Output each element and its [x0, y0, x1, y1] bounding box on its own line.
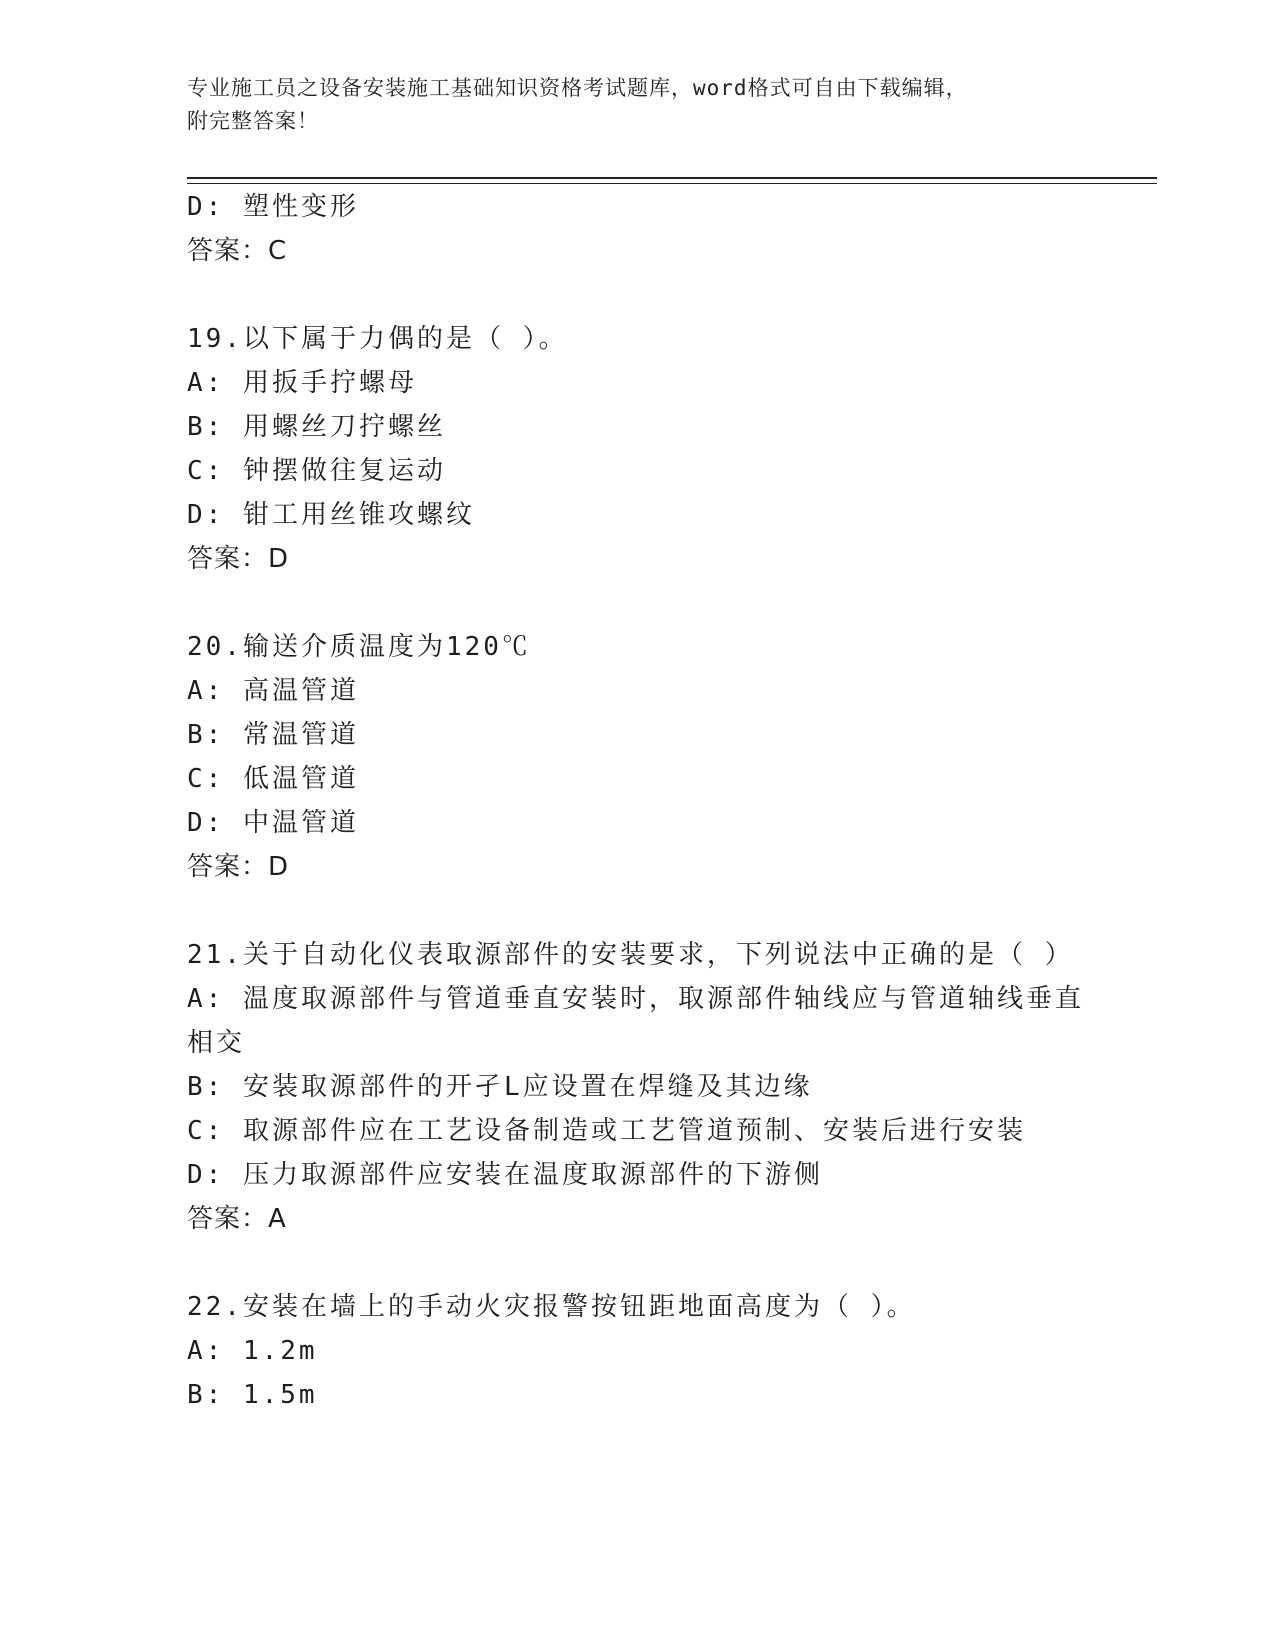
q21-option-c: C: 取源部件应在工艺设备制造或工艺管道预制、安装后进行安装 — [187, 1116, 1026, 1146]
q19-option-a: A: 用扳手拧螺母 — [187, 368, 417, 398]
q22-option-a: A: 1.2m — [187, 1336, 318, 1366]
q18-answer: 答案：C — [187, 236, 288, 266]
header-divider-thick — [187, 177, 1157, 179]
q21-answer: 答案：A — [187, 1204, 287, 1234]
q20-option-b: B: 常温管道 — [187, 720, 359, 750]
q19-option-b: B: 用螺丝刀拧螺丝 — [187, 412, 446, 442]
q18-option-d: D: 塑性变形 — [187, 192, 359, 222]
q21-option-d: D: 压力取源部件应安装在温度取源部件的下游侧 — [187, 1160, 823, 1190]
q21-question: 21.关于自动化仪表取源部件的安装要求，下列说法中正确的是（ ） — [187, 940, 1074, 970]
header-line-1: 专业施工员之设备安装施工基础知识资格考试题库，word格式可自由下载编辑， — [187, 76, 968, 100]
q20-question: 20.输送介质温度为120℃ — [187, 632, 531, 662]
q22-option-b: B: 1.5m — [187, 1380, 318, 1410]
q21-option-b: B: 安装取源部件的开孑L应设置在焊缝及其边缘 — [187, 1072, 813, 1102]
q21-option-a-continued: 相交 — [187, 1028, 246, 1058]
q19-answer: 答案：D — [187, 544, 290, 574]
header-divider-thin — [187, 183, 1157, 184]
q20-option-d: D: 中温管道 — [187, 808, 359, 838]
q19-question: 19.以下属于力偶的是（ ）。 — [187, 324, 568, 354]
q20-option-c: C: 低温管道 — [187, 764, 359, 794]
document-header — [187, 72, 1087, 138]
q19-option-d: D: 钳工用丝锥攻螺纹 — [187, 500, 475, 530]
q22-question: 22.安装在墙上的手动火灾报警按钮距地面高度为（ ）。 — [187, 1292, 916, 1322]
q20-option-a: A: 高温管道 — [187, 676, 359, 706]
q21-option-a: A: 温度取源部件与管道垂直安装时，取源部件轴线应与管道轴线垂直 — [187, 984, 1084, 1014]
q19-option-c: C: 钟摆做往复运动 — [187, 456, 446, 486]
q20-answer: 答案：D — [187, 852, 290, 882]
header-line-2: 附完整答案！ — [187, 109, 319, 133]
